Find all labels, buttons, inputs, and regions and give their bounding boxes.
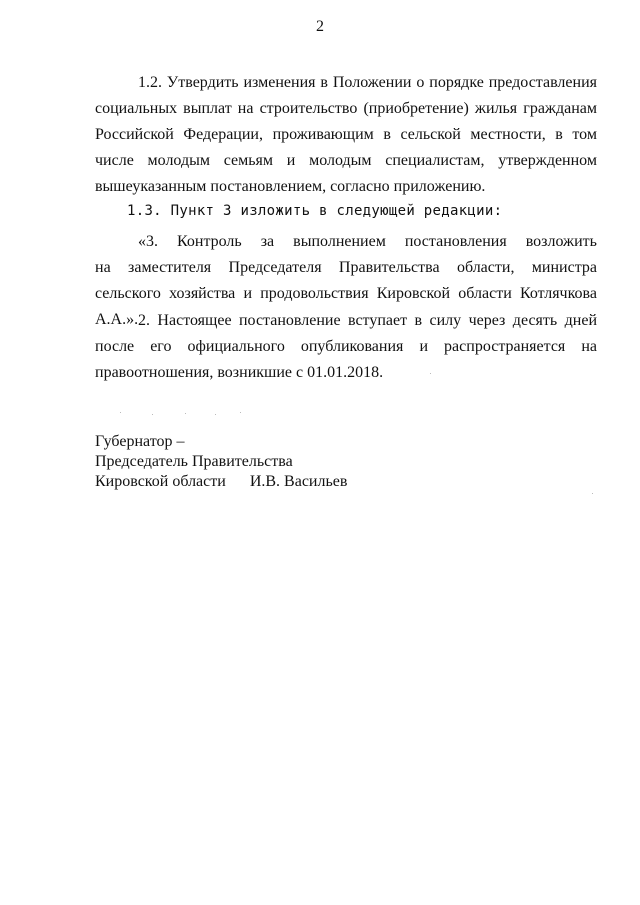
quote-word: Контроль [177, 233, 242, 250]
paragraph-text: 2. Настоящее постановление вступает в силу через десять дней после его официального опубликования и распространяется на правоотношения, возникшие с 01.01.2018. [95, 312, 597, 381]
quote-word: постановления [404, 233, 507, 250]
signature-block [95, 432, 347, 492]
signature-name: И.В. Васильев [249, 473, 348, 490]
quote-rest: на заместителя Председателя Правительства области, министра сельского хозяйства и продовольствия Кировской области Котлячкова А.А.». [95, 259, 597, 328]
quote-word: возложить [525, 233, 597, 250]
signature-name-row [95, 472, 347, 492]
scan-speck [430, 373, 431, 374]
paragraph-2 [95, 308, 597, 386]
paragraph-1-3-typed: 1.3. Пункт 3 изложить в следующей редакции: [127, 203, 503, 219]
scan-speck [120, 412, 121, 413]
scan-speck [152, 414, 153, 415]
scan-speck [592, 493, 593, 494]
signature-title-line-2: Председатель Правительства [95, 453, 293, 470]
quote-first-line [95, 229, 597, 255]
page-number: 2 [316, 18, 324, 35]
quote-word: выполнением [293, 233, 386, 250]
signature-title-line-1: Губернатор – [95, 433, 185, 450]
signature-region: Кировской области [95, 473, 226, 490]
quote-word: за [260, 233, 275, 250]
scan-speck [215, 414, 216, 415]
paragraph-1-2 [95, 70, 597, 200]
scan-speck [240, 412, 241, 413]
scan-speck [185, 413, 186, 414]
quote-word: «3. [138, 233, 158, 250]
paragraph-text: 1.2. Утвердить изменения в Положении о порядке предоставления социальных выплат на строительство (приобретение) жилья гражданам Российской Федерации, проживающим в сельской местности, в том числе молодым семьям и молодым специалистам, утвержденном вышеуказанным постановлением, согласно приложению. [95, 74, 597, 195]
